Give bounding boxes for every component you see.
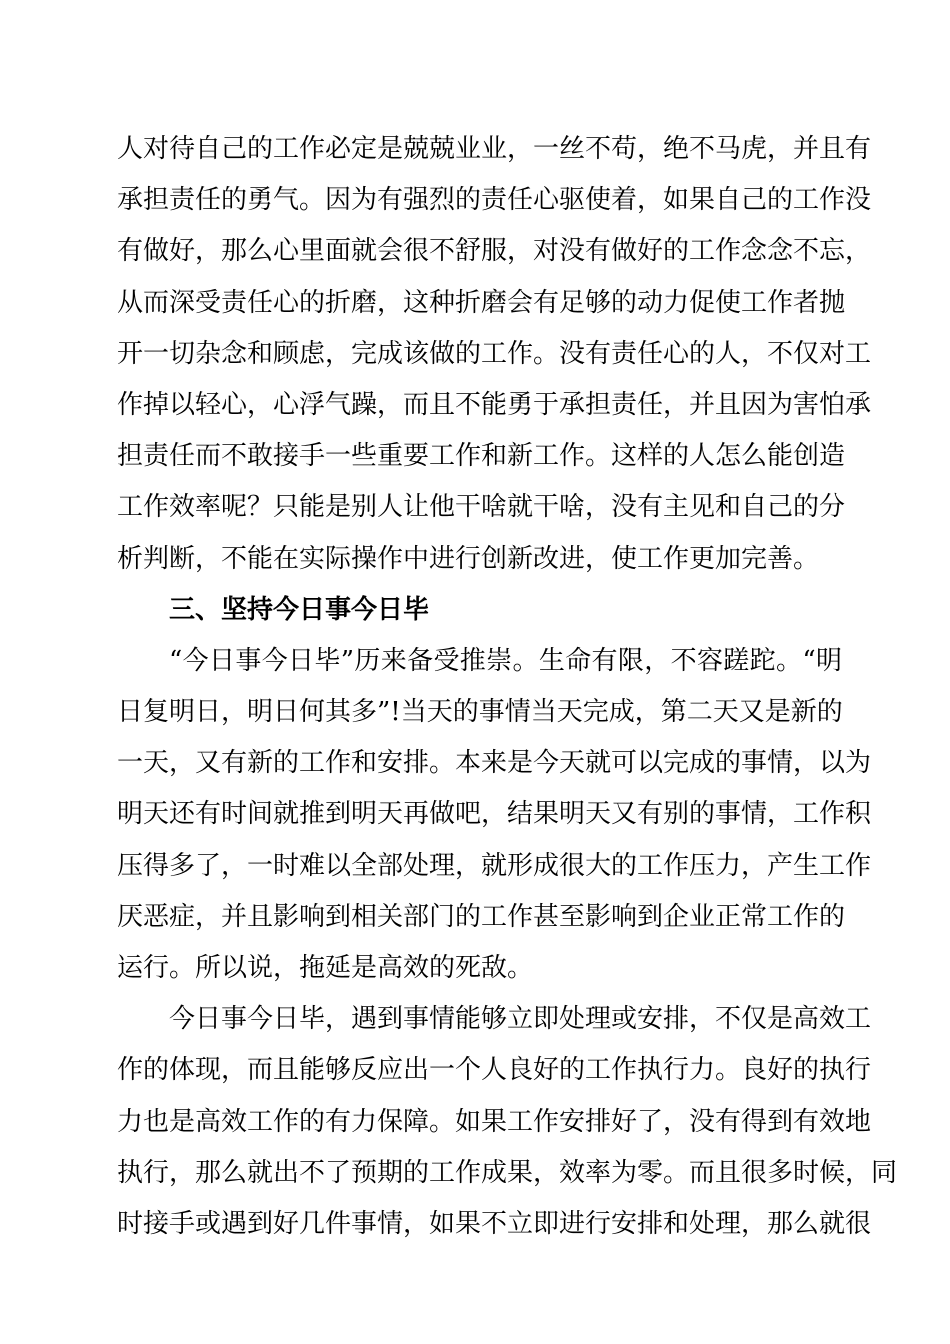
text-line: 执行，那么就出不了预期的工作成果，效率为零。而且很多时候，同 <box>117 1157 898 1188</box>
text-line: 运行。所以说，拖延是高效的死敌。 <box>117 953 534 983</box>
text-line: 有做好，那么心里面就会很不舒服，对没有做好的工作念念不忘， <box>117 236 872 267</box>
text-line: 日复明日，明日何其多”!当天的事情当天完成，第二天又是新的 <box>117 697 843 728</box>
text-line: 时接手或遇到好几件事情，如果不立即进行安排和处理，那么就很 <box>117 1208 872 1239</box>
text-line: 人对待自己的工作必定是兢兢业业，一丝不苟，绝不马虎，并且有 <box>117 134 872 164</box>
section-heading: 三、坚持今日事今日毕 <box>169 594 430 625</box>
paragraph-2 <box>117 636 872 994</box>
paragraph-3 <box>117 994 898 1250</box>
text-line: 担责任而不敢接手一些重要工作和新工作。这样的人怎么能创造 <box>117 441 846 472</box>
text-line: 今日事今日毕，遇到事情能够立即处理或安排，不仅是高效工 <box>169 1004 872 1035</box>
text-line: 作的体现，而且能够反应出一个人良好的工作执行力。良好的执行 <box>117 1055 872 1086</box>
text-line: 从而深受责任心的折磨，这种折磨会有足够的动力促使工作者抛 <box>117 287 846 318</box>
text-line: “今日事今日毕”历来备受推崇。生命有限，不容蹉跎。“明 <box>169 645 842 676</box>
text-line: 开一切杂念和顾虑，完成该做的工作。没有责任心的人，不仅对工 <box>117 338 872 369</box>
text-line: 作掉以轻心，心浮气躁，而且不能勇于承担责任，并且因为害怕承 <box>117 389 872 420</box>
text-line: 压得多了，一时难以全部处理，就形成很大的工作压力，产生工作 <box>117 850 872 881</box>
text-line: 明天还有时间就推到明天再做吧，结果明天又有别的事情，工作积 <box>117 799 872 830</box>
text-line: 力也是高效工作的有力保障。如果工作安排好了，没有得到有效地 <box>117 1106 872 1137</box>
text-line: 析判断，不能在实际操作中进行创新改进，使工作更加完善。 <box>117 543 820 574</box>
text-line: 一天，又有新的工作和安排。本来是今天就可以完成的事情，以为 <box>117 748 872 779</box>
text-line: 工作效率呢？只能是别人让他干啥就干啥，没有主见和自己的分 <box>117 492 846 523</box>
document-body <box>117 124 898 1250</box>
text-line: 承担责任的勇气。因为有强烈的责任心驱使着，如果自己的工作没 <box>117 185 872 216</box>
text-line: 厌恶症，并且影响到相关部门的工作甚至影响到企业正常工作的 <box>117 901 846 932</box>
paragraph-1 <box>117 124 872 585</box>
